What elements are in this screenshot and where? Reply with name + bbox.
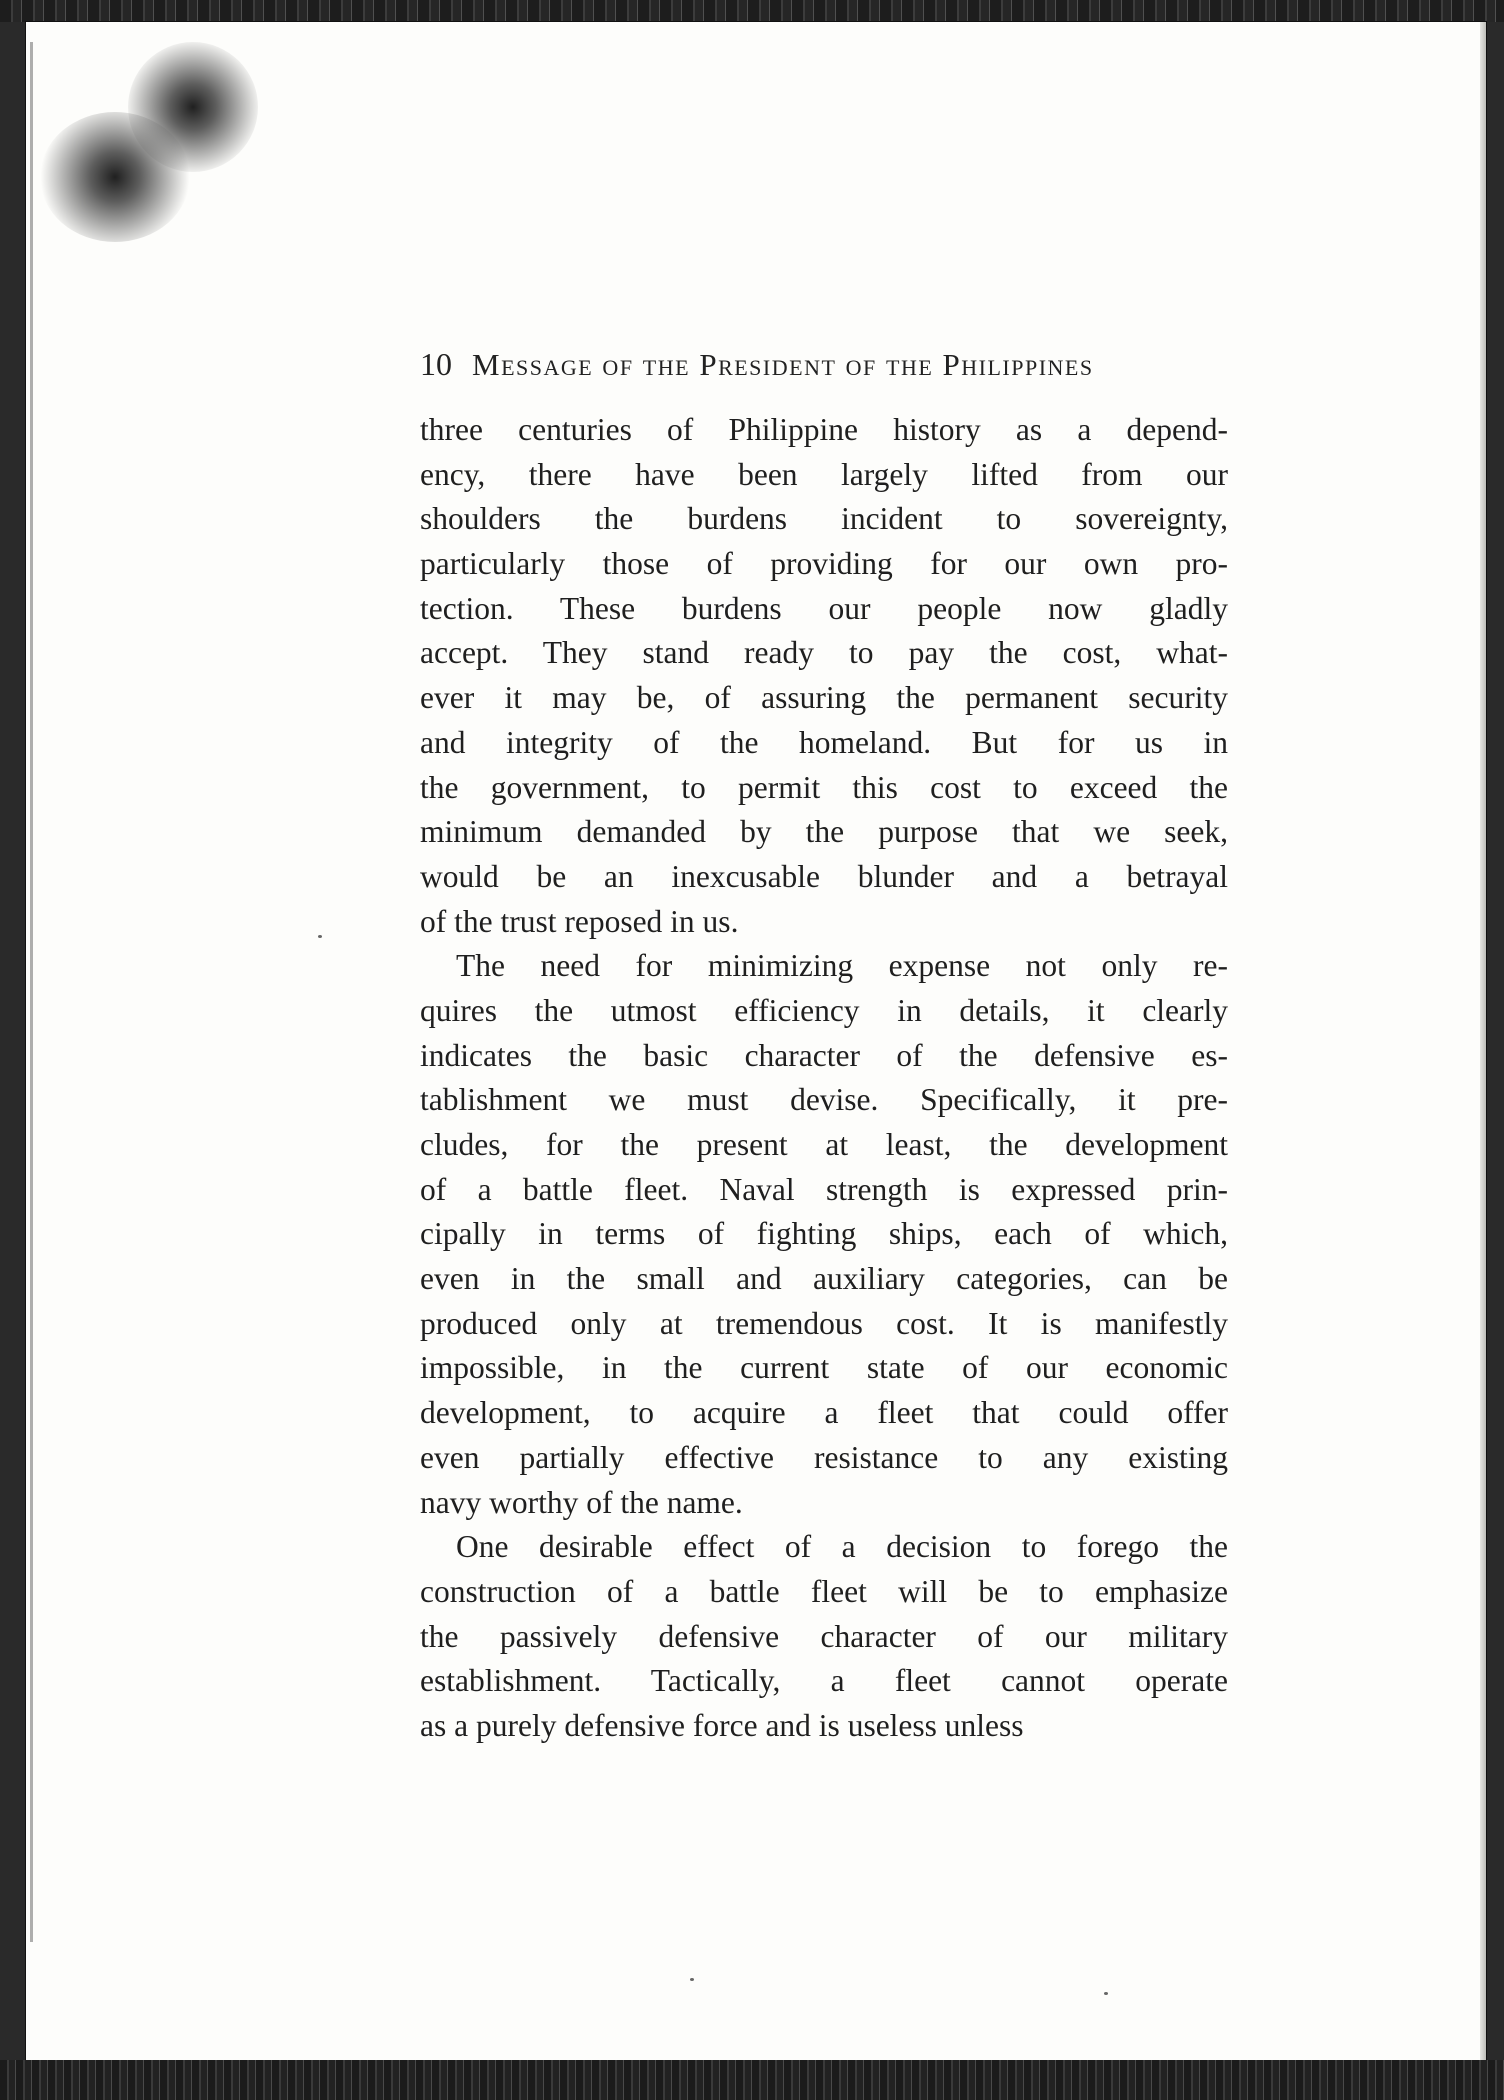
text-line: construction of a battle fleet will be to emphasize xyxy=(420,1573,1228,1609)
page-right-edge xyxy=(1480,22,1486,2062)
text-line: produced only at tremendous cost. It is manifestly xyxy=(420,1305,1228,1341)
text-line: The need for minimizing expense not only re- xyxy=(456,948,1228,984)
scan-speck xyxy=(1104,1992,1108,1995)
text-line: of a battle fleet. Naval strength is expressed prin- xyxy=(420,1171,1228,1207)
text-line: ency, there have been largely lifted from our xyxy=(420,456,1228,492)
text-line: three centuries of Philippine history as a depend- xyxy=(420,412,1228,447)
paragraph xyxy=(420,944,1228,1525)
text-line: tection. These burdens our people now gladly xyxy=(420,590,1228,626)
text-line: One desirable effect of a decision to forego the xyxy=(456,1529,1228,1565)
text-line: as a purely defensive force and is useless unless xyxy=(420,1707,1024,1743)
text-line: even partially effective resistance to any existing xyxy=(420,1439,1228,1475)
running-title: Message of the President of the Philippines xyxy=(472,347,1094,382)
text-line: navy worthy of the name. xyxy=(420,1484,743,1520)
text-line: minimum demanded by the purpose that we seek, xyxy=(420,814,1228,850)
text-line: accept. They stand ready to pay the cost, what- xyxy=(420,635,1228,671)
scan-border-top xyxy=(0,0,1504,22)
paragraph xyxy=(420,408,1228,944)
page-number: 10 xyxy=(420,346,452,382)
running-header xyxy=(420,346,1230,383)
scan-speck xyxy=(318,935,322,938)
text-line: ever it may be, of assuring the permanent security xyxy=(420,680,1228,716)
text-line: quires the utmost efficiency in details, it clearly xyxy=(420,992,1228,1028)
text-line: impossible, in the current state of our economic xyxy=(420,1350,1228,1386)
text-line: of the trust reposed in us. xyxy=(420,903,739,939)
text-line: particularly those of providing for our own pro- xyxy=(420,546,1228,582)
text-line: and integrity of the homeland. But for us in xyxy=(420,724,1228,760)
scan-speck xyxy=(690,1978,694,1981)
text-line: shoulders the burdens incident to sovereignty, xyxy=(420,501,1228,537)
paragraph xyxy=(420,1525,1228,1748)
scan-border-bottom xyxy=(0,2060,1504,2100)
text-line: development, to acquire a fleet that could offer xyxy=(420,1395,1228,1431)
text-line: tablishment we must devise. Specifically, it pre- xyxy=(420,1082,1228,1118)
body-text xyxy=(420,408,1228,1749)
text-line: the passively defensive character of our military xyxy=(420,1618,1228,1654)
ink-smudge xyxy=(40,112,190,242)
text-line: indicates the basic character of the defensive es- xyxy=(420,1037,1228,1073)
text-line: the government, to permit this cost to exceed the xyxy=(420,769,1228,805)
text-line: cipally in terms of fighting ships, each of which, xyxy=(420,1216,1228,1252)
text-line: establishment. Tactically, a fleet cannot operate xyxy=(420,1663,1228,1699)
text-line: cludes, for the present at least, the development xyxy=(420,1127,1228,1162)
page-left-edge xyxy=(30,42,33,1942)
text-line: would be an inexcusable blunder and a betrayal xyxy=(420,858,1228,894)
text-line: even in the small and auxiliary categories, can be xyxy=(420,1261,1228,1297)
